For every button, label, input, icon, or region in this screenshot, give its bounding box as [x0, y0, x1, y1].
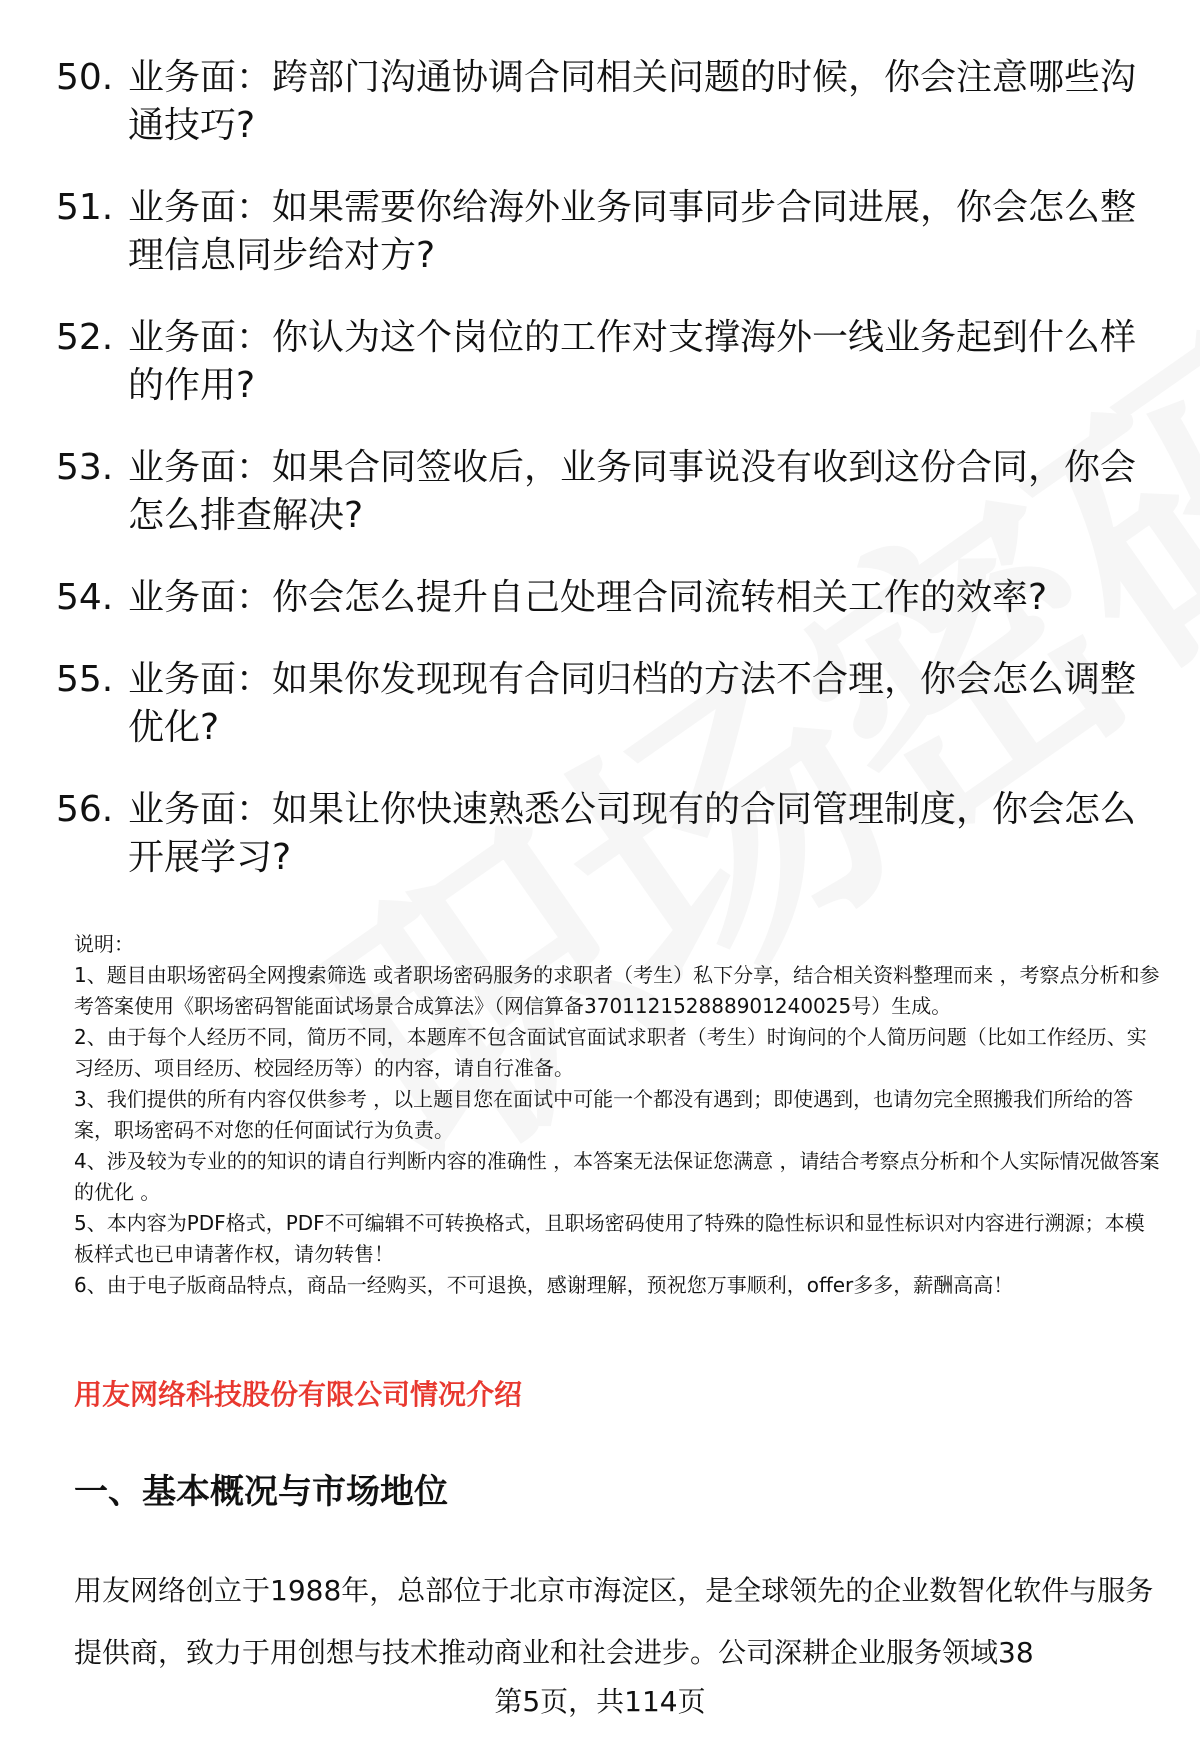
question-text: 业务面：如果合同签收后，业务同事说没有收到这份合同，你会怎么排查解决?	[128, 447, 1137, 536]
notes-heading: 说明：	[74, 932, 134, 956]
note-item: 1、题目由职场密码全网搜索筛选 或者职场密码服务的求职者（考生）私下分享，结合相关资料整理而来 ，考察点分析和参考答案使用《职场密码智能面试场景合成算法》（网信算备370112152888901240025号）生成。	[74, 963, 1160, 1018]
body-paragraph: 用友网络创立于1988年，总部位于北京市海淀区，是全球领先的企业数智化软件与服务提供商，致力于用创想与技术推动商业和社会进步。公司深耕企业服务领域38	[74, 1574, 1154, 1669]
notes-block	[74, 929, 1164, 1301]
question-item	[56, 656, 1146, 752]
question-text: 业务面：你会怎么提升自己处理合同流转相关工作的效率?	[128, 577, 1048, 618]
page-footer: 第5页，共114页	[494, 1685, 706, 1718]
question-number: 52.	[56, 317, 114, 358]
question-number: 53.	[56, 447, 114, 488]
question-text: 业务面：如果需要你给海外业务同事同步合同进展，你会怎么整理信息同步给对方?	[128, 187, 1137, 276]
question-number: 50.	[56, 57, 114, 98]
note-item: 5、本内容为PDF格式，PDF不可编辑不可转换格式，且职场密码使用了特殊的隐性标识和显性标识对内容进行溯源；本模板样式也已申请著作权，请勿转售！	[74, 1211, 1145, 1266]
question-text: 业务面：跨部门沟通协调合同相关问题的时候，你会注意哪些沟通技巧?	[128, 57, 1137, 146]
note-item: 2、由于每个人经历不同，简历不同，本题库不包含面试官面试求职者（考生）时询问的个人简历问题（比如工作经历、实习经历、项目经历、校园经历等）的内容，请自行准备。	[74, 1025, 1147, 1080]
question-text: 业务面：如果你发现现有合同归档的方法不合理，你会怎么调整优化?	[128, 659, 1137, 748]
company-title: 用友网络科技股份有限公司情况介绍	[74, 1378, 523, 1411]
question-item	[56, 444, 1146, 540]
question-text: 业务面：如果让你快速熟悉公司现有的合同管理制度，你会怎么开展学习?	[128, 789, 1137, 878]
question-text: 业务面：你认为这个岗位的工作对支撑海外一线业务起到什么样的作用?	[128, 317, 1137, 406]
note-item: 4、涉及较为专业的的知识的请自行判断内容的准确性 ，本答案无法保证您满意 ，请结合考察点分析和个人实际情况做答案的优化 。	[74, 1149, 1160, 1204]
question-item	[56, 574, 1146, 622]
note-item: 3、我们提供的所有内容仅供参考 ，以上题目您在面试中可能一个都没有遇到；即使遇到，也请勿完全照搬我们所给的答案，职场密码不对您的任何面试行为负责。	[74, 1087, 1134, 1142]
note-item: 6、由于电子版商品特点，商品一经购买，不可退换，感谢理解，预祝您万事顺利，offer多多，薪酬高高！	[74, 1273, 1014, 1297]
question-number: 54.	[56, 577, 114, 618]
question-item	[56, 54, 1146, 150]
question-item	[56, 184, 1146, 280]
question-list	[56, 54, 1146, 916]
section-heading: 一、基本概况与市场地位	[74, 1472, 448, 1512]
question-item	[56, 786, 1146, 882]
question-item	[56, 314, 1146, 410]
question-number: 51.	[56, 187, 114, 228]
question-number: 56.	[56, 789, 114, 830]
question-number: 55.	[56, 659, 114, 700]
